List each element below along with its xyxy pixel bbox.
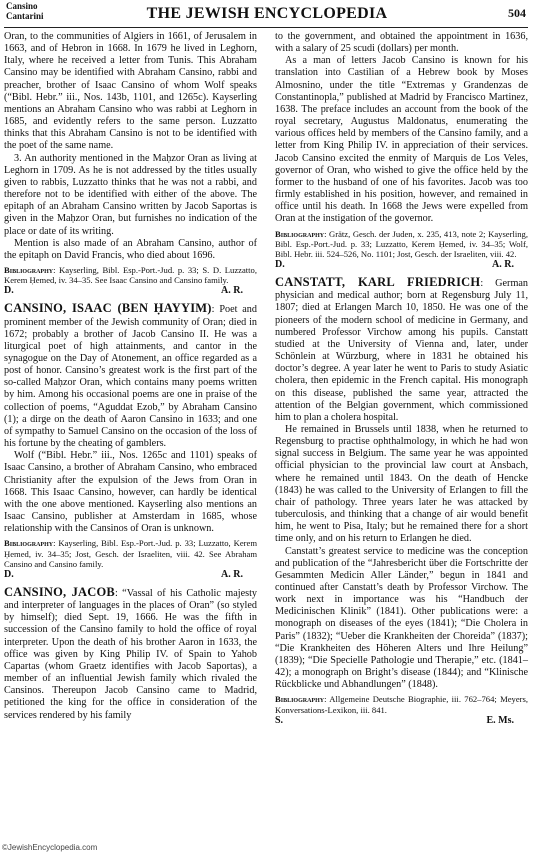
watermark: ©JewishEncyclopedia.com <box>2 843 98 852</box>
bibliography-text: : Kayserling, Bibl. Esp.-Port.-Jud. p. 33; S. D. Luzzatto, Kerem Ḥemed, iv. 34–35. See Isaac Cansino and Cansino family. <box>4 264 257 286</box>
entry-heading-jacob: CANSINO, JACOB <box>4 584 115 599</box>
bibliography-text: : Grätz, Gesch. der Juden, x. 235, 413, note 2; Kayserling, Bibl. Esp.-Port.-Jud. p. 33; Luzzatto, Kerem Ḥemed, iv. 34–35; Wolf, Bibl. Hebr. iii. 524–526, No. 1101; Jost, Gesch. der Israeliten, viii. 42. <box>275 228 528 259</box>
canstatt-paragraph-2: He remained in Brussels until 1838, when he returned to Regensburg to practise ophthalmology, in which he had won signal success in Belgium. The same year he was appointed official physician to the provincial law court at Ansbach, where he remained until 1843. On the death of Hencke (1843) he was called to the University of Erlangen to fill the chair of pathology. Three years later he was attacked by tuberculosis, and thinking that a change of air would benefit him, he went to Pisa, Italy; but he remained there for a short time only, and on his return to Erlangen he died. <box>275 423 528 545</box>
signature-author: A. R. <box>221 285 243 297</box>
signature-initial: D. <box>4 285 14 297</box>
signature-jacob <box>275 259 528 271</box>
bibliography-label: Bibliography <box>4 264 54 275</box>
right-column <box>275 31 528 732</box>
bibliography-label: Bibliography <box>275 694 325 705</box>
signature-canstatt <box>275 715 528 727</box>
header-rule <box>4 27 528 28</box>
signature-initial: D. <box>4 568 14 580</box>
entry-text-canstatt: : German physician and medical author; born at Regensburg July 11, 1807; died at Erlangen March 10, 1850. He was one of the pioneers of the modern school of medicine in Germany, and numbered Professor Virchow among his pupils. Canstatt studied at the University of Vienna and, later, under Schönlein at Würzburg, where in 1831 he obtained his doctor’s degree. A year later he went to Paris to study Asiatic cholera, then epidemic in the French capital. His monograph on this disease, published the same year, attracted the attention of the Belgian government, which commissioned him to plan a cholera hospital. <box>275 278 528 423</box>
running-head-top: Cansino <box>6 1 38 11</box>
entry-text-isaac: : Poet and prominent member of the Jewish community of Oran; died in 1672; probably a brother of Jacob Cansino II. He was a liturgical poet of high attainments, and cantor in the synagogue on the Day of Atonement, an office regarded as a post of honor. Cansino’s greatest work is the first part of the so-called Maḥzor Oran, which contains many poems written by him. Among his occasional poems are one in praise of the collection of poems, “Aguddat Ezob,” by Abraham Cansino (1); a dirge on the death of Aaron Cansino in 1633; and one of sympathy to Samuel Cansino on the occasion of the loss of his fortune by the cheating of gamblers. <box>4 304 257 450</box>
signature-author: A. R. <box>221 568 243 580</box>
bibliography-text: : Allgemeine Deutsche Biographie, iii. 762–764; Meyers, Konversations-Lexikon, iii. 841. <box>275 694 528 715</box>
signature-author: E. Ms. <box>486 714 514 726</box>
entry-canstatt <box>275 276 528 424</box>
entry-isaac <box>4 302 257 450</box>
bibliography-canstatt <box>275 694 528 714</box>
bibliography-jacob <box>275 229 528 260</box>
signature-abraham <box>4 285 257 297</box>
entry-jacob <box>4 586 257 722</box>
entry-heading-isaac: CANSINO, ISAAC (BEN ḤAYYIM) <box>4 301 212 316</box>
entry-heading-canstatt: CANSTATT, KARL FRIEDRICH <box>275 275 481 290</box>
running-head-bottom: Cantarini <box>6 11 44 21</box>
signature-isaac <box>4 569 257 581</box>
entry-text-jacob: : “Vassal of his Catholic majesty and interpreter of languages in the places of Oran” (so styled by himself); died Sept. 19, 1666. He was the fifth in succession of the Cansino family to hold the office of royal interpreter. Upon the death of his brother Aaron in 1633, the office was given by King Philip IV. of Spain to Yahob Capartas (whom Graetz identifies with Jacob Saportas), a member of an influential Jewish family which rivaled the Cansinos. Thereupon Jacob Cansino came to Madrid, petitioned the king for the office in consideration of the services rendered by his family <box>4 587 257 721</box>
bibliography-label: Bibliography <box>275 228 325 239</box>
isaac-paragraph-2: Wolf (“Bibl. Hebr.” iii., Nos. 1265c and 1101) speaks of Isaac Cansino, a brother of Abraham Cansino, who embraced Christianity after the expulsion of the Jews from Oran in 1668. This Isaac Cansino, however, can hardly be identical with the one above mentioned. Kayserling also mentions an Isaac Cansino, publisher at Amsterdam in 1685, whose relationship with the Cansinos of Oran is unknown. <box>4 450 257 535</box>
page-number: 504 <box>508 6 526 20</box>
jacob-paragraph-2: As a man of letters Jacob Cansino is known for his translation into Castilian of a Hebrew book by Moses Almosnino, under the title “Extremas y Grandenzas de Constantinopla,” published at Madrid by Francisco Martinez, 1638. The preface includes an account from the book of the royal secretary, Augustus Maldonatus, enumerating the various offices held by members of the Cansino family, and a letter from King Philip IV. in appreciation of their services. Jacob Cansino excited the enmity of Marquis de Los Veles, governor of Oran, who wished to give the office held by the former to the husband of one of his favorites. Jacob was too firmly established in his position, however, and remained in office until his death. In 1668 the Jews were expelled from Oran at the instigation of the governor. <box>275 55 528 225</box>
jacob-paragraph-continued: to the government, and obtained the appointment in 1636, with a salary of 25 scudi (dollars) per month. <box>275 31 528 55</box>
abraham-paragraph-2: 3. An authority mentioned in the Maḥzor Oran as living at Leghorn in 1709. As he is not addressed by the titles usually given to rabbis, Luzzatto thinks that he was not a rabbi, and therefore not to be identified with either of the above. The epitaph of an Abraham Cansino written by Jacob Saportas is given in the Maḥzor Oran, but furnishes no indication of the place or date of its writing. <box>4 152 257 237</box>
canstatt-paragraph-3: Canstatt’s greatest service to medicine was the conception and publication of the “Jahresbericht über die Fortschritte der Gesammten Medicin Aller Länder,” begun in 1841 and continued after Canstatt’s death by Professor Virchow. The work next in importance was his “Handbuch der Medicinischen Klinik” (1841). Other publications were: a monograph on diseases of the eyes (1841); “Die Cholera in Paris” (1832); “Ueber die Krankheiten der Choreida” (1837); “Die Krankheiten des Höheren Alters und Ihre Heilung” (1839); “Die Specielle Pathologie und Therapie,” etc. (1841–42); a monograph on Bright’s disease (1844); and “Klinische Rückblicke und Abhandlungen” (1848). <box>275 545 528 691</box>
page-title: THE JEWISH ENCYCLOPEDIA <box>146 5 388 22</box>
signature-initial: S. <box>275 714 284 726</box>
page-header <box>4 0 530 28</box>
signature-initial: D. <box>275 259 285 271</box>
abraham-paragraph-3: Mention is also made of an Abraham Cansino, author of the epitaph on David Francis, who died about 1696. <box>4 237 257 261</box>
bibliography-label: Bibliography <box>4 538 54 549</box>
bibliography-isaac <box>4 538 257 569</box>
bibliography-abraham <box>4 265 257 285</box>
abraham-paragraph-1: Oran, to the communities of Algiers in 1661, of Jerusalem in 1663, and of Hebron in 1668. In 1679 he lived in Leghorn, Italy, where he received a letter from Tunis. This Abraham Cansino may be identified with Abraham Cansino, rabbi and preacher, brother of Isaac Cansino of whom Wolf speaks (“Bibl. Hebr.” iii., Nos. 143b, 1101, and 1265c). Kayserling mentions an Abraham Cansino who was rabbi at Leghorn in 1685, and evidently refers to the same person. Luzzatto thinks that this Abraham Cansino is not to be identified with the poet of the same name. <box>4 31 257 152</box>
bibliography-text: : Kayserling, Bibl. Esp.-Port.-Jud. p. 33; Luzzatto, Kerem Ḥemed, iv. 34–35; Jost, Gesch. der Israeliten, viii. 42. See Abraham Cansino and Cansino family. <box>4 538 257 569</box>
signature-author: A. R. <box>492 259 514 271</box>
left-column <box>4 31 257 722</box>
